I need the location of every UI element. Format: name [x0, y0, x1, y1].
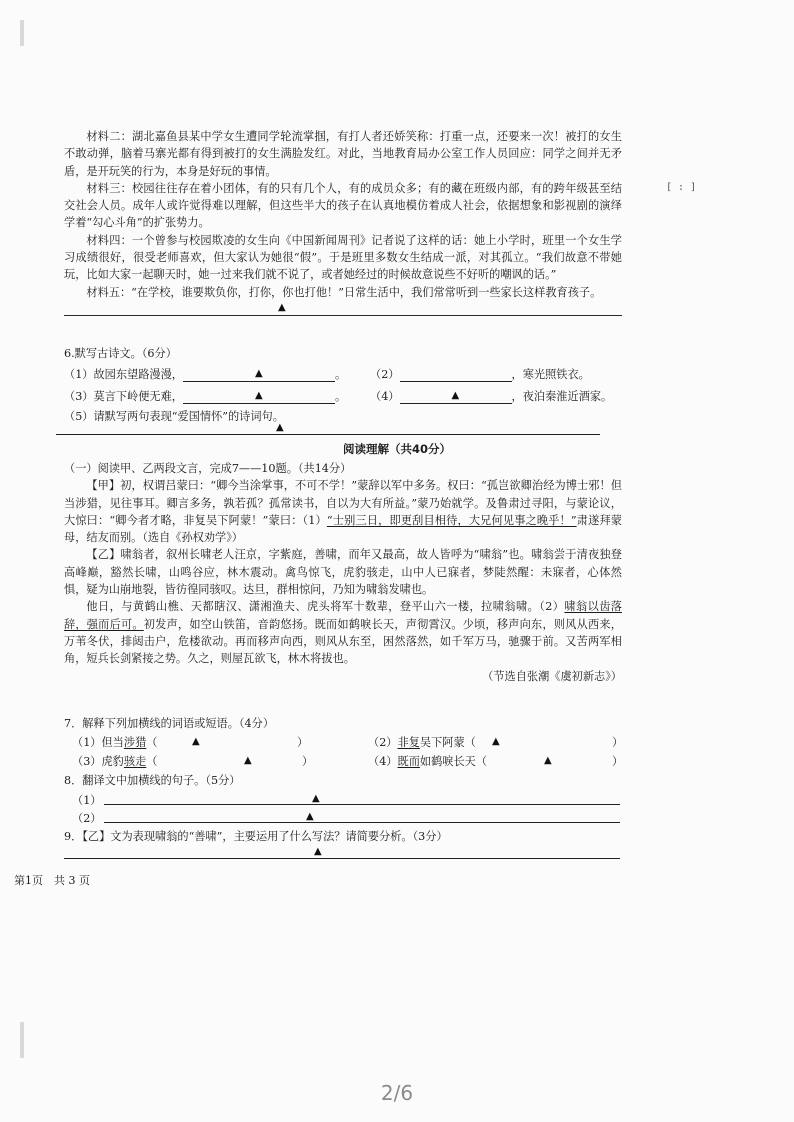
page-footer: 第1页 共 3 页 [14, 874, 90, 887]
q6-item-4: （4） ▲ ，夜泊秦淮近酒家。 [370, 390, 613, 403]
q8-line-1-label: （1） [72, 794, 102, 807]
passage-yi-1: 【乙】啸翁者，叙州长啸老人汪京，字紫庭，善啸，而年又最高，故人皆呼为“啸翁”也。啸翁尝于清夜独登高峰巅，豁然长啸，山鸣谷应，林木震动。禽鸟惊飞，虎豹骇走，山中人已寐者，梦陡然醒：未寐者，心体然惧，疑为山崩地裂，皆彷徨同骇叹。达旦，群相惊问，乃知为啸翁发啸也。 [64, 548, 622, 597]
q8-title: 8．翻译文中加横线的句子。（5分） [64, 774, 241, 787]
classical-reading-section [64, 460, 622, 685]
q8-line-2-label: （2） [72, 812, 102, 825]
page-indicator: 2/6 [380, 1081, 414, 1105]
q7-item-2-close: ） [612, 736, 624, 749]
q6-item-3: （3）莫言下岭便无难， ▲ 。 [64, 390, 347, 403]
answer-marker: ▲ [312, 793, 320, 804]
q6-blank-1[interactable]: ▲ [183, 368, 335, 382]
scan-edge-mark-top [20, 20, 24, 46]
q6-item-2: （2） ，寒光照铁衣。 [370, 368, 590, 381]
q7-item-4: （4）既而如鹤唳长天（ [368, 755, 488, 768]
answer-marker: ▲ [544, 755, 552, 766]
q7-item-4-close: ） [612, 755, 624, 768]
passage-yi-2: 他日，与黄鹤山樵、天都瞎汉、潇湘渔夫、虎头将军十数辈，登平山六一楼，拉啸翁啸。（2）啸翁以齿落辞，强而后可。初发声，如空山铁笛，音韵悠扬。既而如鹤唳长天，声彻霄汉。少顷，移声向东，则风从西来，万苇冬伏，排闼击户，危楼欲动。再而移声向西，则风从东至，困然落然，如千军万马，驰骤于前。又苦两军相角，短兵长剑紧接之势。久之，则屋瓦欲飞，林木将拔也。 [64, 600, 622, 666]
answer-marker: ▲ [306, 811, 314, 822]
q9-answer-line[interactable] [64, 858, 620, 859]
q8-answer-line-2[interactable] [104, 822, 620, 823]
material-5: 材料五：“在学校，谁要欺负你，打你，你也打他！”日常生活中，我们常常听到一些家长这样教育孩子。 [86, 285, 602, 299]
answer-marker: ▲ [192, 736, 200, 747]
answer-marker: ▲ [276, 422, 284, 433]
q6-title: 6.默写古诗文。（6分） [64, 347, 177, 360]
answer-marker: ▲ [314, 846, 322, 857]
reading-heading: 阅读理解（共40分） [342, 442, 451, 456]
q7-title: 7．解释下列加横线的词语或短语。（4分） [64, 717, 275, 730]
answer-marker: ▲ [492, 736, 500, 747]
q8-answer-line-1[interactable] [104, 804, 620, 805]
material-4: 材料四：一个曾参与校园欺凌的女生向《中国新闻周刊》记者说了这样的话：她上小学时，班里一个女生学习成绩很好，很受老师喜欢，但大家认为她很“假”。于是班里多数女生结成一派，对其孤立。“我们故意不带她玩，比如大家一起聊天时，她一过来我们就不说了，或者她经过的时候故意说些不好听的嘲讽的话。” [64, 233, 622, 282]
q9-title: 9．【乙】文为表现啸翁的“善啸”，主要运用了什么写法？请简要分析。（3分） [64, 830, 448, 843]
q7-item-3: （3）虎豹骇走（ [72, 755, 158, 768]
answer-marker: ▲ [244, 755, 252, 766]
materials-section [64, 128, 622, 320]
answer-marker: ▲ [278, 301, 286, 313]
side-mark: [ : ] [666, 182, 697, 193]
q6-item-5: （5）请默写两句表现“爱国情怀”的诗词句。 [64, 410, 284, 423]
q6-blank-3[interactable]: ▲ [183, 390, 335, 404]
scan-edge-mark-bottom [20, 1022, 24, 1058]
material-3: 材料三：校园往往存在着小团体，有的只有几个人，有的成员众多；有的藏在班级内部，有的跨年级甚至结交社会人员。成年人或许觉得难以理解，但这些半大的孩子在认真地模仿着成人社会，依据想象和影视剧的演绎学着“勾心斗角”的扩张势力。 [64, 181, 622, 230]
section-1-instructions: （一）阅读甲、乙两段文言，完成7——10题。（共14分） [64, 462, 352, 475]
passage-source: （节选自张潮《虞初新志》） [482, 669, 622, 683]
material-2: 材料二：湖北嘉鱼县某中学女生遭同学轮流掌掴，有打人者还娇笑称：打重一点，还要来一次！被打的女生不敢动弹，脑着马寨光都有得到被打的女生满脸发红。对此，当地教育局办公室工作人员回应：同学之间并无矛盾，是开玩笑的行为，本身是好玩的事情。 [64, 130, 622, 178]
yi-underlined-sentence: 啸翁以齿落辞，强而后可。 [64, 600, 622, 631]
q7-item-3-close: ） [302, 755, 314, 768]
q6-answer-line[interactable] [56, 434, 600, 435]
q6-item-1: （1）故园东望路漫漫， ▲ 。 [64, 368, 347, 381]
jia-underlined-sentence: “士别三日，即更刮目相待，大兄何见事之晚乎！” [326, 513, 577, 527]
q7-item-1: （1）但当涉猎（ [72, 736, 158, 749]
q7-item-1-close: ） [297, 736, 309, 749]
passage-jia: 【甲】初，权谓吕蒙曰：“卿今当涂掌事，不可不学！”蒙辞以军中多务。权曰：“孤岂欲卿治经为博士邪！但当涉猎，见往事耳。卿言多务，孰若孤？孤常读书，自以为大有所益。”蒙乃始就学。及鲁肃过寻阳，与蒙论议，大惊曰：“卿今者才略，非复吴下阿蒙！”蒙曰：（1）“士别三日，即更刮目相待，大兄何见事之晚乎！”肃遂拜蒙母，结友而别。（选自《孙权劝学》） [64, 479, 622, 545]
q5-answer-line[interactable] [64, 301, 622, 316]
q7-item-2: （2）非复吴下阿蒙（ [368, 736, 476, 749]
q6-blank-4[interactable]: ▲ [400, 390, 512, 404]
q6-blank-2[interactable] [400, 368, 512, 382]
